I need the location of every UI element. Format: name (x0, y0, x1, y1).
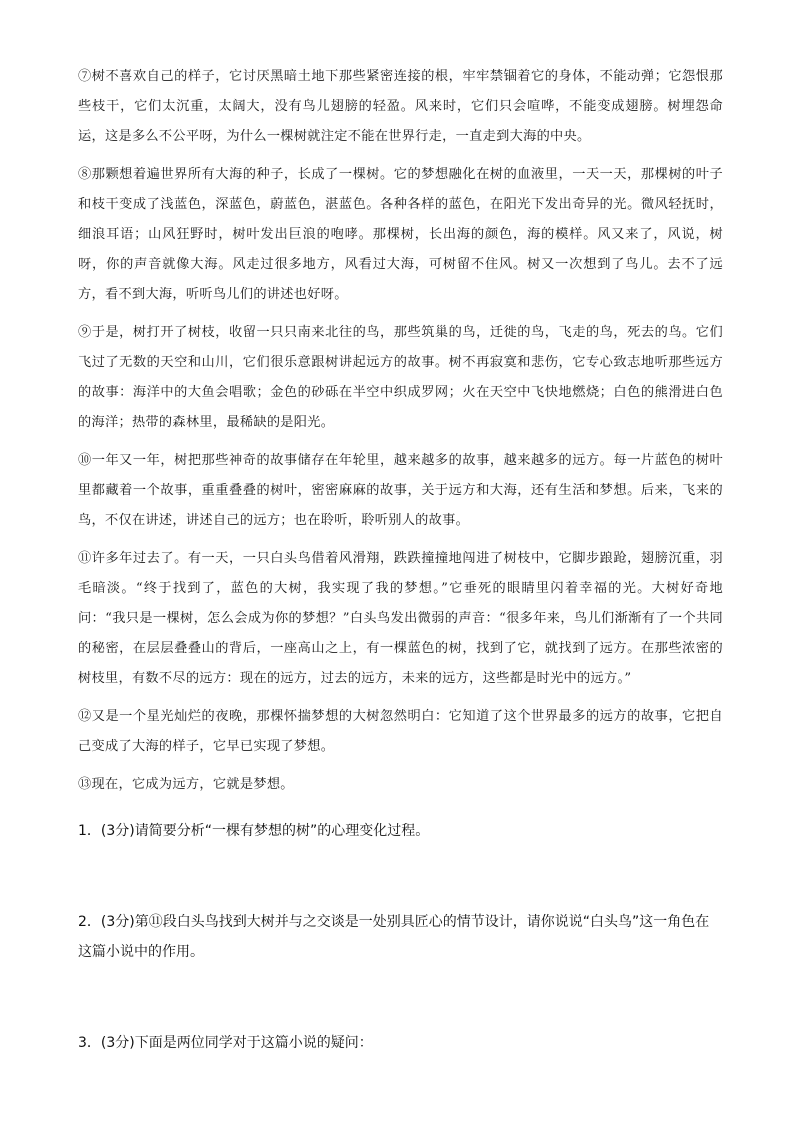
paragraph-13: ⑬现在，它成为远方，它就是梦想。 (78, 777, 294, 792)
story-passage (78, 62, 723, 808)
paragraph-10: ⑩一年又一年，树把那些神奇的故事储存在年轮里，越来越多的故事，越来越多的远方。每一片蓝色的树叶里都藏着一个故事，重重叠叠的树叶，密密麻麻的故事，关于远方和大海，还有生活和梦想。后来，飞来的鸟，不仅在讲述，讲述自己的远方；也在聆听，聆听别人的故事。 (78, 453, 723, 528)
question-2: 2．(3分)第⑪段白头鸟找到大树并与之交谈是一处别具匠心的情节设计，请你说说“白头鸟”这一角色在这篇小说中的作用。 (78, 914, 710, 960)
paragraph-8: ⑧那颗想着遍世界所有大海的种子，长成了一棵树。它的梦想融化在树的血液里，一天一天，那棵树的叶子和枝干变成了浅蓝色，深蓝色，蔚蓝色，湛蓝色。各种各样的蓝色，在阳光下发出奇异的光。微风轻抚时，细浪耳语；山风狂野时，树叶发出巨浪的咆哮。那棵树，长出海的颜色，海的模样。风又来了，风说，树呀，你的声音就像大海。风走过很多地方，风看过大海，可树留不住风。树又一次想到了鸟儿。去不了远方，看不到大海，听听鸟儿们的讲述也好呀。 (78, 167, 723, 302)
paragraph-7: ⑦树不喜欢自己的样子，它讨厌黑暗土地下那些紧密连接的根，牢牢禁锢着它的身体，不能动弹；它怨恨那些枝干，它们太沉重，太阔大，没有鸟儿翅膀的轻盈。风来时，它们只会喧哗，不能变成翅膀。树埋怨命运，这是多么不公平呀，为什么一棵树就注定不能在世界行走，一直走到大海的中央。 (78, 69, 723, 144)
paragraph-9: ⑨于是，树打开了树枝，收留一只只南来北往的鸟，那些筑巢的鸟，迁徙的鸟，飞走的鸟，死去的鸟。它们飞过了无数的天空和山川，它们很乐意跟树讲起远方的故事。树不再寂寞和悲伤，它专心致志地听那些远方的故事：海洋中的大鱼会唱歌；金色的砂砾在半空中织成罗网；火在天空中飞快地燃烧；白色的熊滑进白色的海洋；热带的森林里，最稀缺的是阳光。 (78, 325, 723, 430)
paragraph-11: ⑪许多年过去了。有一天，一只白头鸟借着风滑翔，跌跌撞撞地闯进了树枝中，它脚步踉跄，翅膀沉重，羽毛暗淡。“终于找到了，蓝色的大树，我实现了我的梦想。”它垂死的眼睛里闪着幸福的光。大树好奇地问：“我只是一棵树，怎么会成为你的梦想？”白头鸟发出微弱的声音：“很多年来，鸟儿们渐渐有了一个共同的秘密，在层层叠叠山的背后，一座高山之上，有一棵蓝色的树，找到了它，就找到了远方。在那些浓密的树枝里，有数不尽的远方：现在的远方，过去的远方，未来的远方，这些都是时光中的远方。” (78, 551, 723, 686)
question-1: 1．(3分)请简要分析“一棵有梦想的树”的心理变化过程。 (78, 823, 430, 839)
question-3: 3．(3分)下面是两位同学对于这篇小说的疑问： (78, 1035, 373, 1051)
paragraph-12: ⑫又是一个星光灿烂的夜晚，那棵怀揣梦想的大树忽然明白：它知道了这个世界最多的远方的故事，它把自己变成了大海的样子，它早已实现了梦想。 (78, 709, 723, 754)
